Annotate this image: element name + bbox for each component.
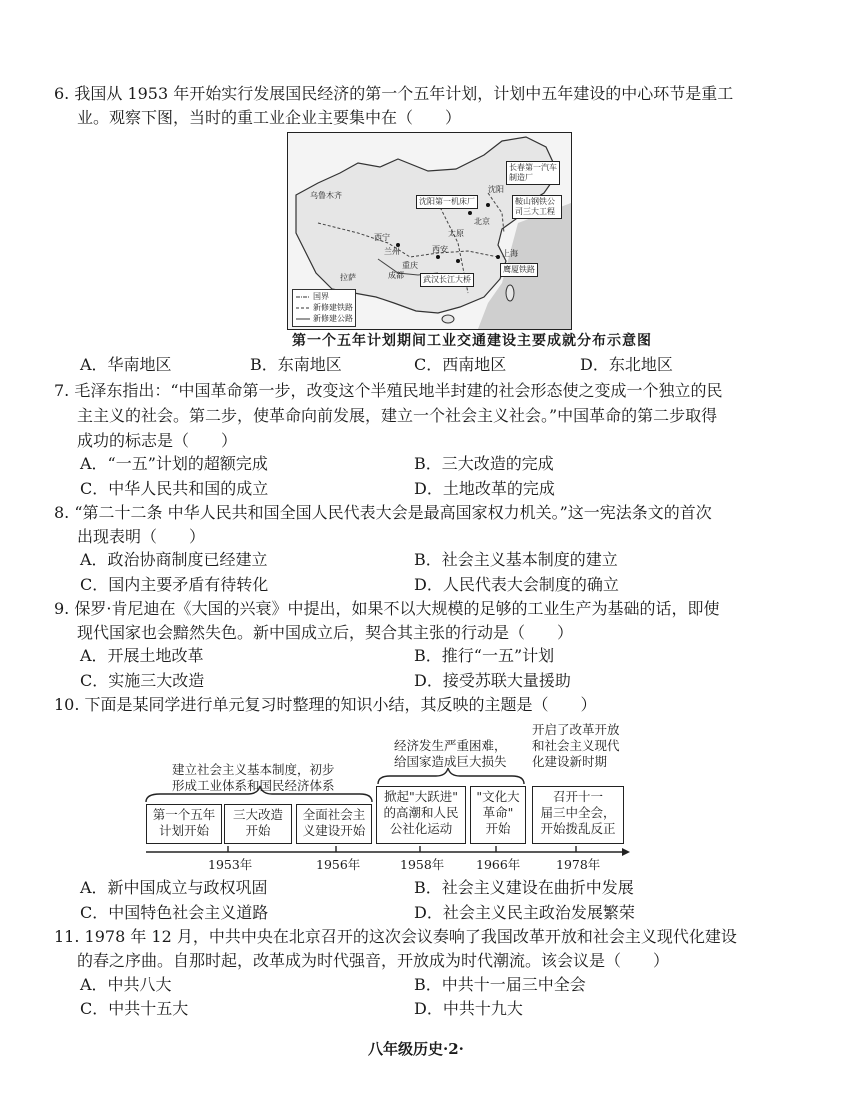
q9-option-c[interactable]: C．实施三大改造 bbox=[80, 671, 205, 690]
event3-line2: 义建设开始 bbox=[302, 823, 366, 838]
map-label-xining: 西宁 bbox=[374, 233, 390, 242]
timeline-event-cultural-revolution bbox=[470, 786, 526, 844]
event1-line1: 第一个五年 bbox=[152, 807, 216, 822]
q11-option-a[interactable]: A．中共八大 bbox=[80, 975, 172, 994]
timeline-event-third-plenum bbox=[532, 786, 624, 844]
legend-railway: 新修建铁路 bbox=[313, 303, 353, 312]
event3-line1: 全面社会主 bbox=[302, 807, 366, 822]
q7-option-a[interactable]: A．“一五”计划的超额完成 bbox=[80, 454, 268, 473]
event6-line2: 届三中全会， bbox=[540, 805, 616, 820]
q10-stem-line1: 10. 下面是某同学进行单元复习时整理的知识小结，其反映的主题是（ ） bbox=[54, 695, 597, 714]
map-label-beijing: 北京 bbox=[474, 217, 490, 226]
event5-line3: 开始 bbox=[485, 821, 511, 836]
q9-option-b[interactable]: B．推行“一五”计划 bbox=[414, 646, 555, 665]
q11-stem-line2: 的春之序曲。自那时起，改革成为时代强音，开放成为时代潮流。该会议是（ ） bbox=[77, 951, 670, 970]
map-label-wuhan-bridge: 武汉长江大桥 bbox=[420, 273, 474, 287]
timeline-brace1-line1: 建立社会主义基本制度，初步 bbox=[172, 762, 335, 777]
q11-option-c[interactable]: C．中共十五大 bbox=[80, 999, 189, 1018]
q10-option-b[interactable]: B．社会主义建设在曲折中发展 bbox=[414, 878, 634, 897]
event4-line1: 掀起"大跃进" bbox=[384, 789, 458, 804]
timeline-brace2-line2: 给国家造成巨大损失 bbox=[394, 754, 507, 769]
q7-option-c[interactable]: C．中华人民共和国的成立 bbox=[80, 479, 269, 498]
q11-option-b[interactable]: B．中共十一届三中全会 bbox=[414, 975, 586, 994]
q7-stem-line2: 主主义的社会。第二步，使革命向前发展，建立一个社会主义社会。”中国革命的第二步取得 bbox=[77, 406, 718, 425]
map-label-shanghai: 上海 bbox=[502, 249, 518, 258]
event6-line3: 开始拨乱反正 bbox=[540, 821, 616, 836]
q6-stem-line2: 业。观察下图，当时的重工业企业主要集中在（ ） bbox=[77, 108, 462, 127]
map-label-lhasa: 拉萨 bbox=[340, 273, 356, 282]
timeline-year-1956: 1956年 bbox=[316, 857, 361, 872]
q10-option-c[interactable]: C．中国特色社会主义道路 bbox=[80, 903, 269, 922]
map-label-chongqing: 重庆 bbox=[402, 261, 418, 270]
q6-option-a[interactable]: A．华南地区 bbox=[80, 355, 172, 374]
map-label-lanzhou: 兰州 bbox=[384, 247, 400, 256]
legend-highway: 新修建公路 bbox=[313, 314, 353, 323]
map-label-xian: 西安 bbox=[432, 245, 448, 254]
timeline-year-1953: 1953年 bbox=[208, 857, 253, 872]
q11-option-d[interactable]: D．中共十九大 bbox=[414, 999, 523, 1018]
event5-line1: "文化大 bbox=[476, 789, 520, 804]
map-label-taiyuan: 太原 bbox=[448, 229, 464, 238]
map-label-anshan: 鞍山钢铁公司三大工程 bbox=[512, 195, 562, 219]
q8-option-c[interactable]: C．国内主要矛盾有待转化 bbox=[80, 575, 269, 594]
page-footer: 八年级历史·2· bbox=[368, 1040, 464, 1058]
map-label-shenyang: 沈阳 bbox=[488, 185, 504, 194]
q8-option-d[interactable]: D．人民代表大会制度的确立 bbox=[414, 575, 619, 594]
timeline-note3-line3: 化建设新时期 bbox=[532, 754, 608, 769]
timeline-year-1978: 1978年 bbox=[556, 857, 601, 872]
timeline-brace1-line2: 形成工业体系和国民经济体系 bbox=[172, 778, 335, 793]
event4-line3: 公社化运动 bbox=[389, 821, 453, 836]
timeline-brace2-line1: 经济发生严重困难， bbox=[394, 738, 507, 753]
q9-option-d[interactable]: D．接受苏联大量援助 bbox=[414, 671, 571, 690]
q10-option-d[interactable]: D．社会主义民主政治发展繁荣 bbox=[414, 903, 635, 922]
q7-stem-line1: 7. 毛泽东指出：“中国革命第一步，改变这个半殖民地半封建的社会形态使之变成一个独立的民 bbox=[54, 381, 723, 400]
q6-stem-line1: 6. 我国从 1953 年开始实行发展国民经济的第一个五年计划，计划中五年建设的中心环节是重工 bbox=[54, 84, 734, 103]
q7-option-b[interactable]: B．三大改造的完成 bbox=[414, 454, 554, 473]
map-label-chengdu: 成都 bbox=[388, 271, 404, 280]
map-label-urumqi: 乌鲁木齐 bbox=[310, 191, 342, 200]
event6-line1: 召开十一 bbox=[552, 789, 603, 804]
q10-option-a[interactable]: A．新中国成立与政权巩固 bbox=[80, 878, 268, 897]
timeline-year-1958: 1958年 bbox=[400, 857, 445, 872]
timeline-note3-line2: 和社会主义现代 bbox=[532, 738, 620, 753]
timeline-event-first-five-year-plan bbox=[146, 804, 222, 844]
map-label-yingxia-railway: 鹰厦铁路 bbox=[500, 263, 538, 277]
q8-stem-line1: 8. “第二十二条 中华人民共和国全国人民代表大会是最高国家权力机关。”这一宪法条文的首次 bbox=[54, 503, 712, 522]
q6-option-b[interactable]: B．东南地区 bbox=[250, 355, 342, 374]
legend-border: 国界 bbox=[313, 292, 329, 301]
q8-stem-line2: 出现表明（ ） bbox=[77, 527, 206, 546]
q6-map-caption: 第一个五年计划期间工业交通建设主要成就分布示意图 bbox=[292, 333, 652, 349]
event4-line2: 的高潮和人民 bbox=[383, 805, 459, 820]
q9-stem-line1: 9. 保罗·肯尼迪在《大国的兴衰》中提出，如果不以大规模的足够的工业生产为基础的话，即使 bbox=[54, 599, 720, 618]
q6-option-d[interactable]: D．东北地区 bbox=[580, 355, 673, 374]
timeline-event-three-transformations bbox=[224, 804, 292, 844]
q7-option-d[interactable]: D．土地改革的完成 bbox=[414, 479, 555, 498]
q9-stem-line2: 现代国家也会黯然失色。新中国成立后，契合其主张的行动是（ ） bbox=[77, 623, 574, 642]
event2-line2: 开始 bbox=[245, 823, 271, 838]
event5-line2: 革命" bbox=[482, 805, 514, 820]
q8-option-b[interactable]: B．社会主义基本制度的建立 bbox=[414, 550, 618, 569]
map-label-shenyang-factory: 沈阳第一机床厂 bbox=[416, 195, 478, 209]
q6-option-c[interactable]: C．西南地区 bbox=[414, 355, 507, 374]
timeline-note3-line1: 开启了改革开放 bbox=[532, 722, 620, 737]
timeline-event-socialist-construction bbox=[296, 804, 372, 844]
event1-line2: 计划开始 bbox=[158, 823, 209, 838]
q7-stem-line3: 成功的标志是（ ） bbox=[77, 431, 238, 450]
q9-option-a[interactable]: A．开展土地改革 bbox=[80, 646, 204, 665]
q11-stem-line1: 11. 1978 年 12 月，中共中央在北京召开的这次会议奏响了我国改革开放和社会主义现代化建设 bbox=[54, 927, 737, 946]
timeline-year-1966: 1966年 bbox=[476, 857, 521, 872]
timeline-event-great-leap bbox=[376, 786, 466, 844]
q8-option-a[interactable]: A．政治协商制度已经建立 bbox=[80, 550, 268, 569]
map-label-changchun: 长春第一汽车制造厂 bbox=[506, 161, 560, 185]
event2-line1: 三大改造 bbox=[232, 807, 283, 822]
